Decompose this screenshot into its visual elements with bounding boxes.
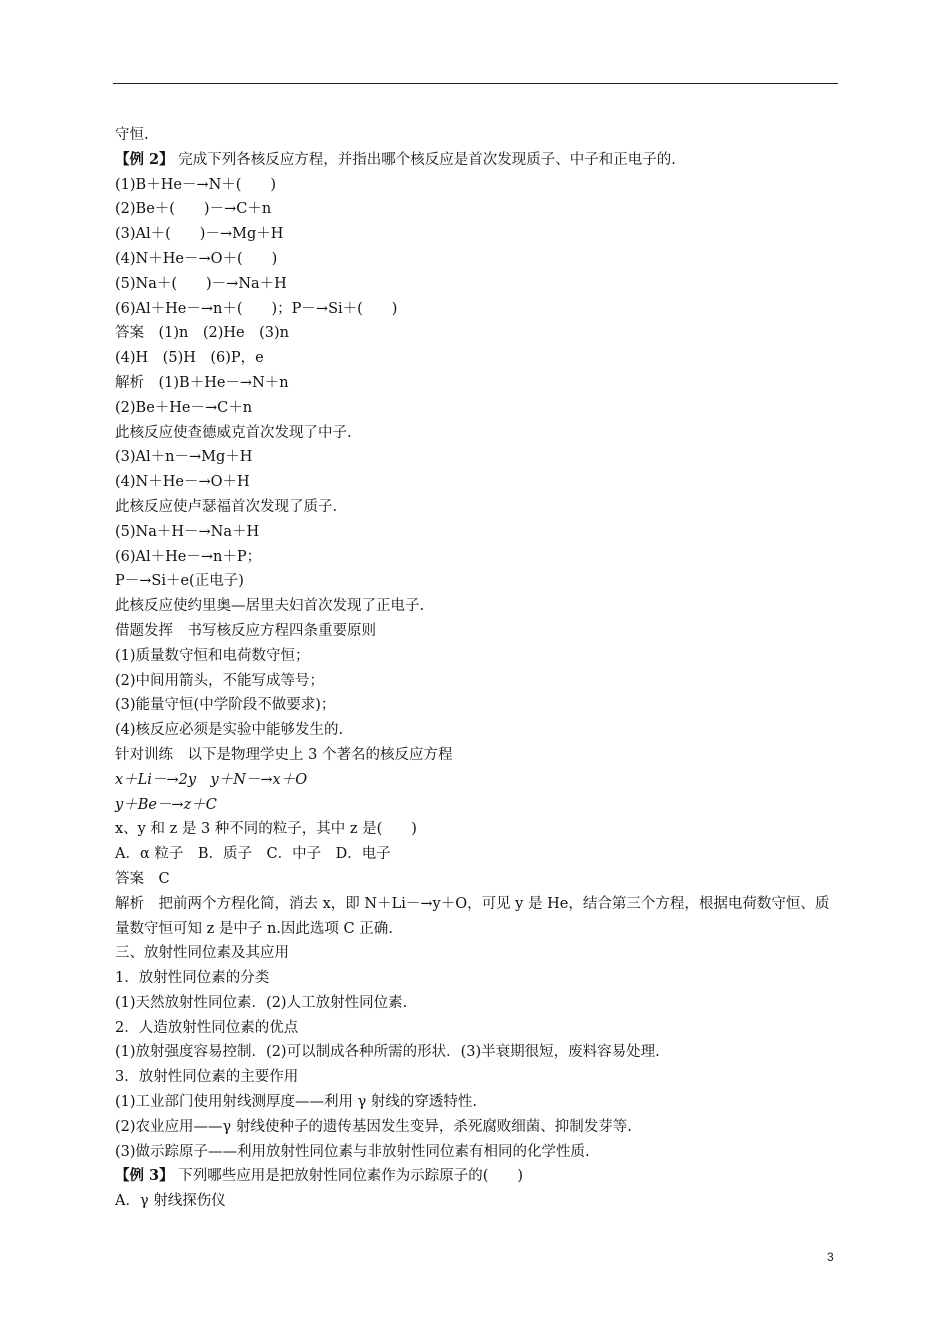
choices-line: A．α 粒子 B．质子 C．中子 D．电子	[115, 846, 391, 863]
text-line: (3)Al＋n－→Mg＋H	[115, 449, 253, 466]
text-line: (3)能量守恒(中学阶段不做要求)；	[115, 697, 336, 714]
subheading: 3．放射性同位素的主要作用	[115, 1069, 299, 1086]
practice-heading: 针对训练 以下是物理学史上 3 个著名的核反应方程	[115, 746, 453, 763]
example-2-line	[115, 148, 840, 173]
subheading: 2．人造放射性同位素的优点	[115, 1019, 299, 1036]
example-text: 下列哪些应用是把放射性同位素作为示踪原子的( )	[173, 1168, 524, 1185]
text-line: 此核反应使卢瑟福首次发现了质子.	[115, 498, 338, 515]
page-number: 3	[827, 1250, 834, 1264]
choice-line: A．γ 射线探伤仪	[115, 1193, 226, 1210]
text-line: 守恒.	[115, 127, 149, 143]
text-line: (5)Na＋H－→Na＋H	[115, 523, 260, 540]
analysis-line: 解析 (1)B＋He－→N＋n	[115, 374, 289, 391]
header-rule	[113, 83, 838, 84]
text-line: (6)Al＋He－→n＋( )；P－→Si＋( )	[115, 300, 398, 317]
analysis-paragraph: 解析 把前两个方程化简，消去 x，即 N＋Li－→y＋O，可见 y 是 He，结合第三个方程，根据电荷数守恒、质量数守恒可知 z 是中子 n.因此选项 C 正确.	[115, 895, 830, 937]
tip-heading: 借题发挥 书写核反应方程四条重要原则	[115, 622, 376, 639]
text-line: (2)Be＋( )－→C＋n	[115, 201, 272, 218]
subheading: 1．放射性同位素的分类	[115, 970, 270, 987]
text-line: 此核反应使约里奥—居里夫妇首次发现了正电子.	[115, 598, 425, 615]
answer-line: 答案 C	[115, 870, 170, 887]
text-line: (3)Al＋( )－→Mg＋H	[115, 226, 284, 243]
answer-line: 答案 (1)n (2)He (3)n	[115, 325, 290, 342]
text-line: (6)Al＋He－→n＋P；	[115, 548, 262, 565]
equation-line: x＋Li－→2y y＋N－→x＋O	[115, 771, 308, 788]
text-line: (4)N＋He－→O＋( )	[115, 250, 278, 267]
text-line: (2)中间用箭头，不能写成等号；	[115, 672, 325, 689]
question-line: x、y 和 z 是 3 种不同的粒子，其中 z 是( )	[115, 821, 417, 838]
text-line: (2)Be＋He－→C＋n	[115, 399, 253, 416]
document-body	[115, 123, 840, 1214]
text-line: P－→Si＋e(正电子)	[115, 573, 244, 590]
text-line: (1)B＋He－→N＋( )	[115, 176, 277, 193]
equation-line: y＋Be－→z＋C	[115, 796, 217, 813]
text-line: (1)天然放射性同位素．(2)人工放射性同位素.	[115, 994, 408, 1011]
example-label: 【例 3】	[115, 1167, 174, 1185]
example-3-line	[115, 1164, 840, 1189]
text-line: (5)Na＋( )－→Na＋H	[115, 275, 287, 292]
text-line: (4)H (5)H (6)P，e	[115, 350, 264, 367]
text-line: (1)质量数守恒和电荷数守恒；	[115, 647, 310, 664]
example-text: 完成下列各核反应方程，并指出哪个核反应是首次发现质子、中子和正电子的.	[173, 151, 676, 168]
text-line: (3)做示踪原子——利用放射性同位素与非放射性同位素有相同的化学性质.	[115, 1143, 590, 1160]
text-line: (2)农业应用——γ 射线使种子的遗传基因发生变异，杀死腐败细菌、抑制发芽等.	[115, 1118, 632, 1135]
text-line: (4)核反应必须是实验中能够发生的.	[115, 722, 344, 739]
text-line: 此核反应使查德威克首次发现了中子.	[115, 424, 352, 441]
text-line: (1)工业部门使用射线测厚度——利用 γ 射线的穿透特性.	[115, 1094, 478, 1111]
section-heading: 三、放射性同位素及其应用	[115, 945, 289, 962]
example-label: 【例 2】	[115, 150, 174, 168]
text-line: (1)放射强度容易控制．(2)可以制成各种所需的形状．(3)半衰期很短，废料容易处理.	[115, 1044, 660, 1061]
text-line: (4)N＋He－→O＋H	[115, 474, 250, 491]
